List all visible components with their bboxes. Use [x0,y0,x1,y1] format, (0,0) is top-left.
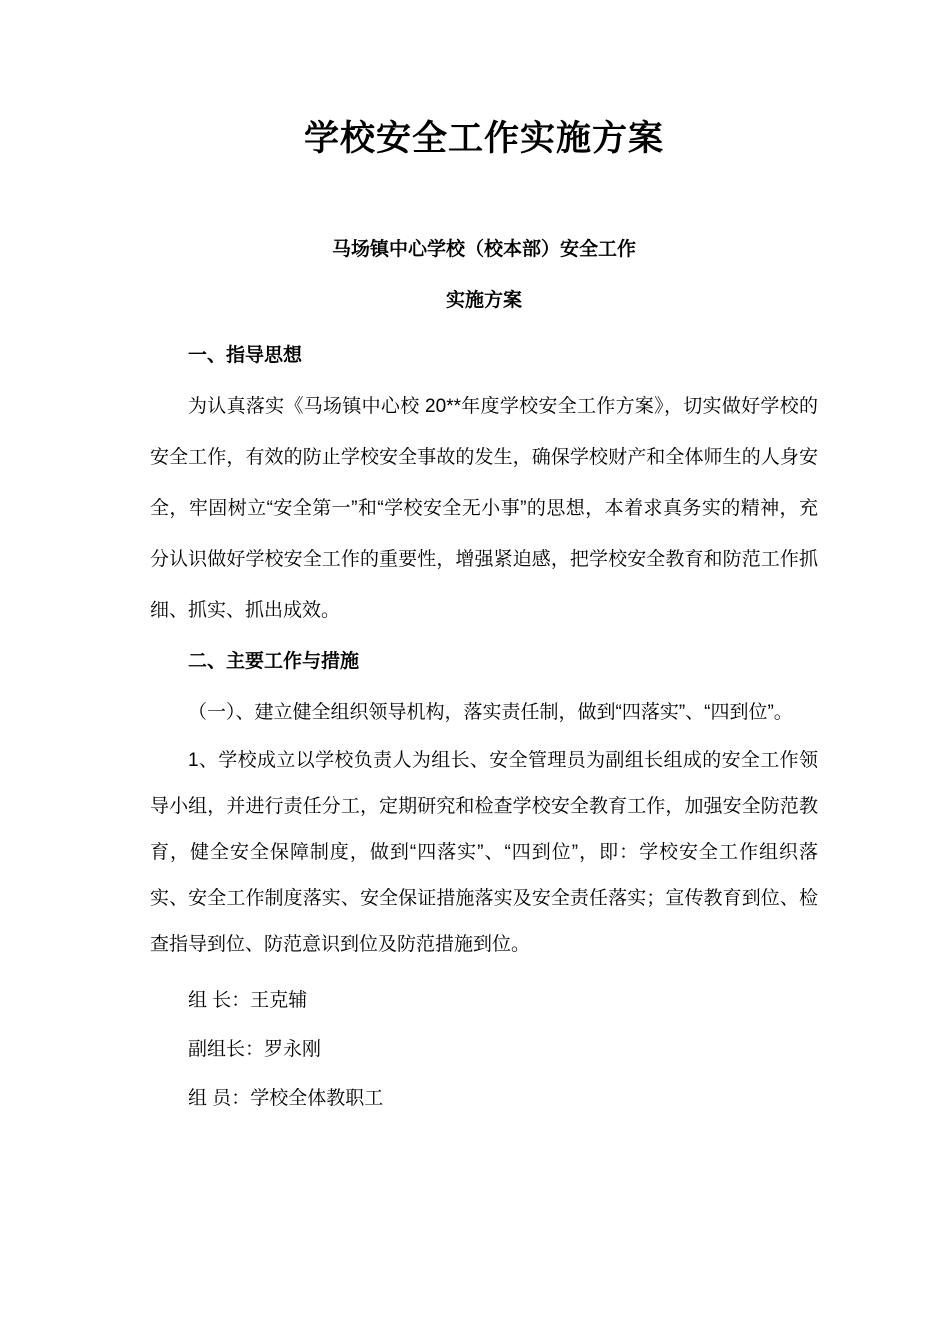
section-heading: 二、主要工作与措施 [188,651,360,672]
section-heading: 一、指导思想 [188,345,303,366]
subtitle-line-2: 实施方案 [445,290,522,311]
leader-group-members [150,976,818,1123]
document-title: 学校安全工作实施方案 [303,119,664,158]
subtitle-line-1: 马场镇中心学校（校本部）安全工作 [331,239,636,260]
member-line-deputy-leader: 副组长：罗永刚 [188,1039,322,1060]
member-line-members: 组 员：学校全体教职工 [188,1088,384,1109]
section-guiding-ideology [150,330,818,636]
paragraph: 为认真落实《马场镇中心校 20**年度学校安全工作方案》，切实做好学校的安全工作，有效的防止学校安全事故的发生，确保学校财产和全体师生的人身安全，牢固树立“安全第一”和“学校安全无小事”的思想，本着求真务实的精神，充分认识做好学校安全工作的重要性，增强紧迫感，把学校安全教育和防范工作抓细、抓实、抓出成效。 [150,396,818,621]
paragraph: （一）、建立健全组织领导机构，落实责任制，做到“四落实”、“四到位”。 [188,702,793,723]
document-subtitle [150,224,818,326]
section-main-work-measures [150,636,818,1123]
paragraph: 1、学校成立以学校负责人为组长、安全管理员为副组长组成的安全工作领导小组，并进行责任分工，定期研究和检查学校安全教育工作，加强安全防范教育，健全安全保障制度，做到“四落实”、“四到位”，即：学校安全工作组织落实、安全工作制度落实、安全保证措施落实及安全责任落实；宣传教育到位、检查指导到位、防范意识到位及防范措施到位。 [150,750,818,955]
member-line-leader: 组 长：王克辅 [188,990,308,1011]
